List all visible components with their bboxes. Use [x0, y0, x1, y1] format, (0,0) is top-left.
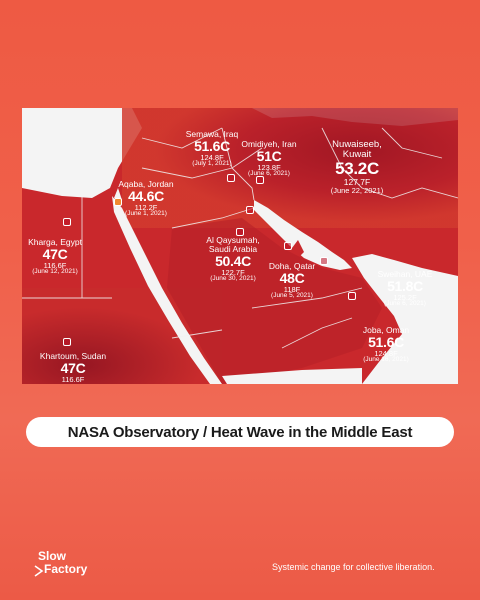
temp-fahrenheit: 112.2F	[134, 202, 158, 212]
temp-celsius: 51C	[256, 147, 282, 164]
logo-arrow-icon	[34, 565, 44, 577]
location-name: Semawa, Iraq	[185, 129, 239, 139]
temp-celsius: 47C	[42, 245, 68, 262]
temp-celsius: 48C	[279, 269, 305, 286]
location-name: Al Qaysumah,	[206, 235, 260, 245]
page-title: NASA Observatory / Heat Wave in the Middle East	[67, 423, 413, 441]
record-date: (June 5, 2021)	[271, 292, 313, 300]
temp-fahrenheit: 123.8F	[257, 162, 281, 172]
label-omidiyeh	[230, 140, 308, 178]
temp-celsius: 51.6C	[194, 137, 230, 154]
location-name: Doha, Qatar	[268, 261, 316, 271]
label-nuwaiseeb	[312, 140, 402, 195]
record-date: (June 22, 2021)	[330, 185, 384, 195]
record-date: (June 6, 2021)	[248, 170, 290, 178]
marker-kharga	[63, 218, 71, 226]
location-name: Nuwaiseeb,	[332, 139, 382, 150]
record-date: (June 1, 2021)	[125, 210, 167, 218]
temp-fahrenheit: 125.2F	[393, 292, 417, 302]
heat-map	[22, 108, 458, 384]
logo-text-line1: Slow	[38, 549, 67, 563]
location-name: Joba, Oman	[362, 325, 410, 335]
temp-celsius: 51.8C	[387, 277, 423, 294]
location-name: Sweihan, UAE	[377, 269, 433, 279]
temp-fahrenheit: 116.6F	[43, 260, 67, 270]
location-name: Aqaba, Jordan	[118, 179, 174, 189]
label-doha	[256, 262, 328, 300]
marker-joba	[348, 292, 356, 300]
temp-fahrenheit: 116.6F	[61, 374, 85, 384]
marker-nuwaiseeb	[246, 206, 254, 214]
label-joba	[350, 326, 422, 364]
label-sweihan	[366, 270, 444, 308]
record-date: (June 6, 2021)	[384, 300, 426, 308]
location-name: Kharga, Egypt	[28, 237, 82, 247]
temp-fahrenheit: 118F	[283, 284, 301, 294]
location-country: Kuwait	[342, 148, 372, 160]
temp-celsius: 47C	[60, 359, 86, 376]
label-aqaba	[104, 180, 188, 218]
location-country: Saudi Arabia	[208, 243, 258, 254]
location-name: Omidiyeh, Iran	[241, 139, 297, 149]
temp-fahrenheit: 124.8F	[200, 152, 224, 162]
logo-text-line2: Factory	[44, 562, 88, 576]
record-date: (July 1, 2021)	[192, 160, 232, 168]
record-date: (June 12, 2021)	[32, 268, 78, 276]
location-name: Khartoum, Sudan	[39, 351, 107, 361]
record-date: (June 16, 2021)	[363, 356, 409, 364]
temp-fahrenheit: 122.7F	[221, 267, 245, 277]
temp-celsius: 44.6C	[128, 187, 164, 204]
temp-fahrenheit: 127.7F	[343, 176, 371, 187]
record-date: (June 30, 2021)	[210, 275, 256, 283]
temp-celsius: 53.2C	[335, 158, 379, 178]
marker-doha	[284, 242, 292, 250]
temp-fahrenheit: 124.8F	[374, 348, 398, 358]
label-khartoum	[30, 352, 116, 383]
slow-factory-logo	[34, 545, 129, 583]
temp-celsius: 50.4C	[215, 252, 251, 269]
temp-celsius: 51.6C	[368, 333, 404, 350]
marker-khartoum	[63, 338, 71, 346]
title-banner	[26, 417, 454, 447]
label-kharga	[24, 238, 86, 276]
tagline: Systemic change for collective liberation.	[272, 562, 435, 572]
